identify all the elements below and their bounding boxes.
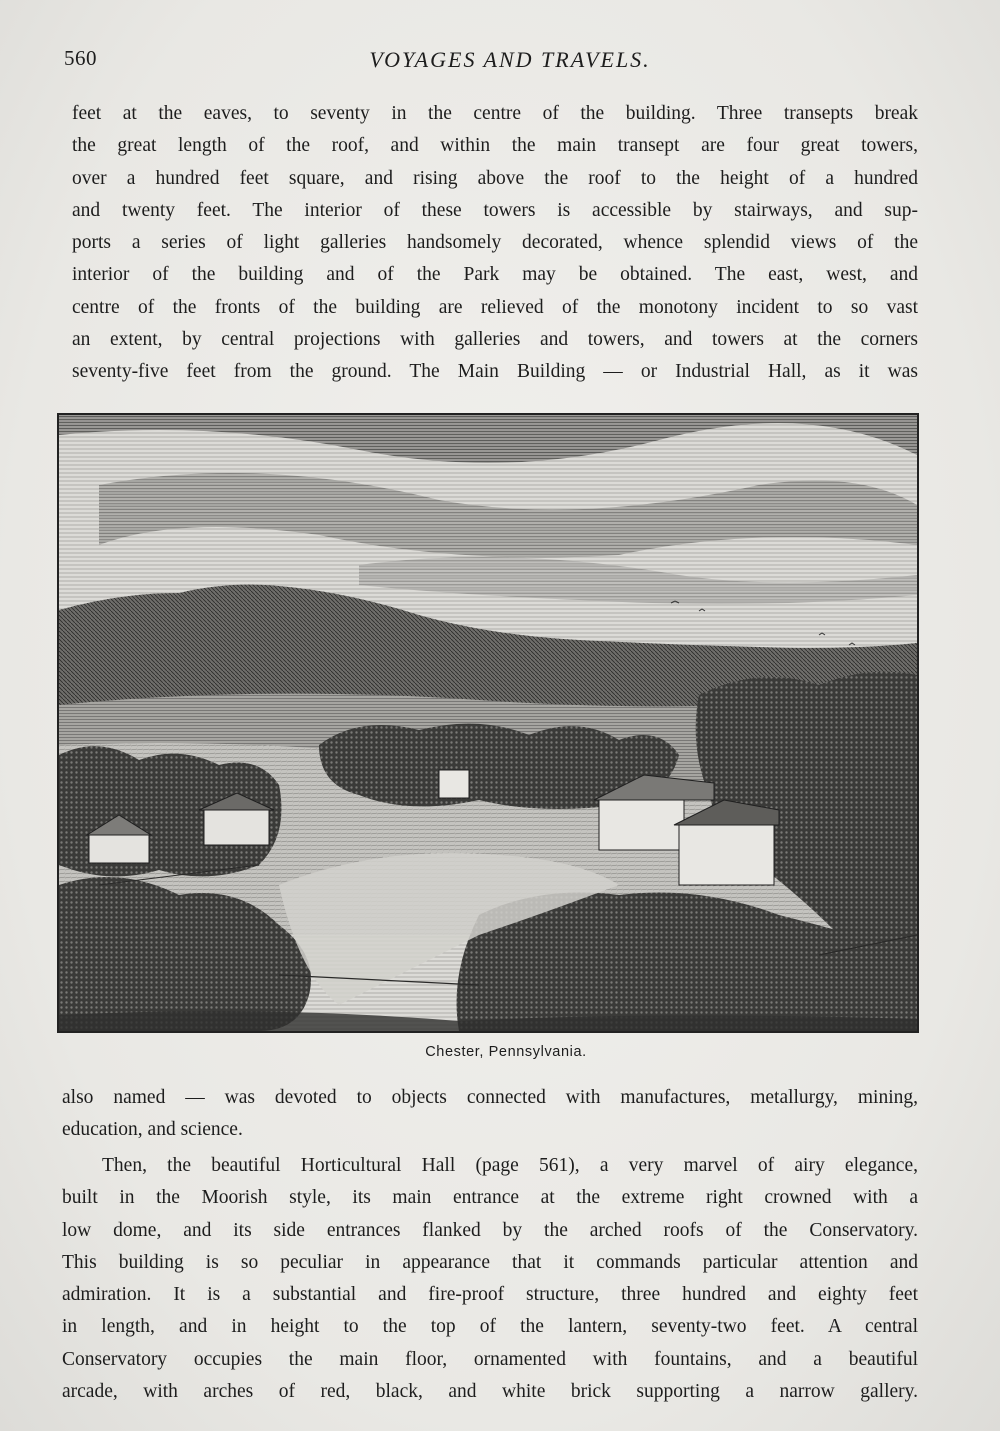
text-line: Conservatory occupies the main floor, ornamented with fountains, and a beautiful (62, 1348, 918, 1370)
paragraph-3 (62, 1150, 918, 1408)
text-line: over a hundred feet square, and rising above the roof to the height of a hundred (72, 167, 918, 189)
text-line: admiration. It is a substantial and fire-proof structure, three hundred and eighty feet (62, 1284, 918, 1306)
text-line: low dome, and its side entrances flanked by the arched roofs of the Conservatory. (62, 1219, 918, 1241)
text-line: interior of the building and of the Park may be obtained. The east, west, and (72, 264, 918, 286)
paragraph-1 (72, 98, 918, 389)
text-line: in length, and in height to the top of the lantern, seventy-two feet. A central (62, 1316, 918, 1338)
text-line: also named — was devoted to objects connected with manufactures, metallurgy, mining, (62, 1087, 918, 1108)
illustration-caption: Chester, Pennsylvania. (425, 1044, 587, 1060)
text-line: This building is so peculiar in appearance that it commands particular attention and (62, 1251, 918, 1273)
text-line: an extent, by central projections with galleries and towers, and towers at the corners (72, 329, 918, 351)
text-line: centre of the fronts of the building are relieved of the monotony incident to so vast (72, 296, 918, 318)
paragraph-2 (62, 1082, 918, 1147)
text-line: arcade, with arches of red, black, and white brick supporting a narrow gallery. (62, 1381, 918, 1403)
text-line: feet at the eaves, to seventy in the centre of the building. Three transepts break (72, 103, 918, 124)
landscape-engraving (57, 413, 919, 1033)
text-line: Then, the beautiful Horticultural Hall (page 561), a very marvel of airy elegance, (102, 1155, 918, 1176)
text-line: ports a series of light galleries handsomely decorated, whence splendid views of the (72, 232, 918, 254)
running-title: VOYAGES AND TRAVELS. (369, 47, 651, 72)
text-line: seventy-five feet from the ground. The Main Building — or Industrial Hall, as it was (72, 361, 918, 383)
text-line: and twenty feet. The interior of these towers is accessible by stairways, and sup- (72, 199, 918, 221)
text-line: built in the Moorish style, its main entrance at the extreme right crowned with a (62, 1187, 918, 1209)
text-line: the great length of the roof, and within the main transept are four great towers, (72, 135, 918, 157)
page-number: 560 (64, 46, 97, 70)
text-line: education, and science. (62, 1119, 243, 1141)
